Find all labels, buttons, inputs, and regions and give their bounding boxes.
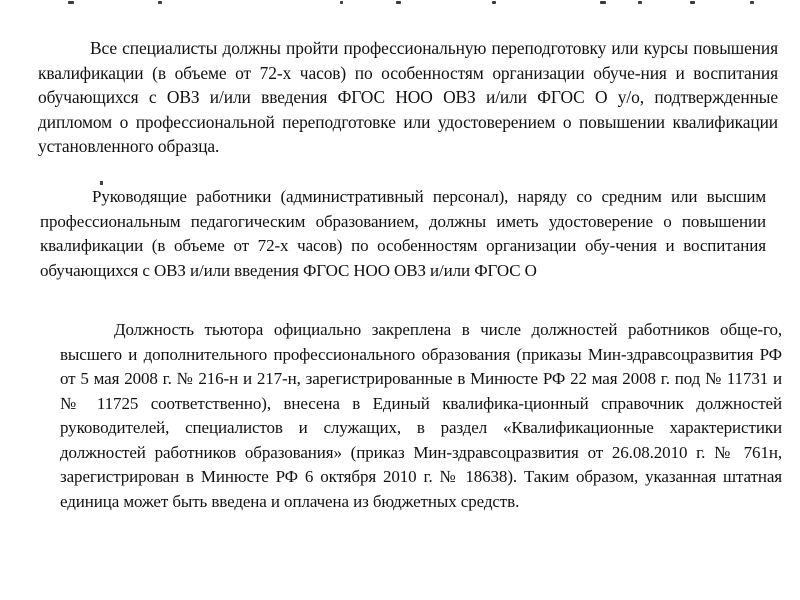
cropped-text-line-remnant <box>40 0 780 6</box>
paragraph-managers-requirements: Руководящие работники (административный персонал), наряду со средним или высшим профессиональным педагогическим образованием, должны иметь удостоверение о повышении квалификации (в объеме от 72-х часов) по особенностям организации обу-чения и воспитания обучающихся с ОВЗ и/или введения ФГОС НОО ОВЗ и/или ФГОС О <box>40 187 766 280</box>
paragraph-tutor-position: Должность тьютора официально закреплена в числе должностей работников обще-го, высшего и дополнительного профессионального образования (приказы Мин-здравсоцразвития РФ от 5 мая 2008 г. № 216-н и 217-н, зарегистрированные в Минюсте РФ 22 мая 2008 г. под № 11731 и № 11725 соответственно), внесена в Единый квалифика-ционный справочник должностей руководителей, специалистов и служащих, в раздел «Квалификационные характеристики должностей работников образования» (приказ Мин-здравсоцразвития от 26.08.2010 г. № 761н, зарегистрирован в Минюсте РФ 6 октября 2010 г. № 18638). Таким образом, указанная штатная единица может быть введена и оплачена из бюджетных средств. <box>60 320 782 511</box>
paragraph-specialists-training: Все специалисты должны пройти профессиональную переподготовку или курсы повышения квалификации (в объеме от 72-х часов) по особенностям организации обуче-ния и воспитания обучающихся с ОВЗ и/или введения ФГОС НОО ОВЗ и/или ФГОС О у/о, подтвержденные дипломом о профессиональной переподготовке или удостоверением о повышении квалификации установленного образца. <box>38 38 778 156</box>
